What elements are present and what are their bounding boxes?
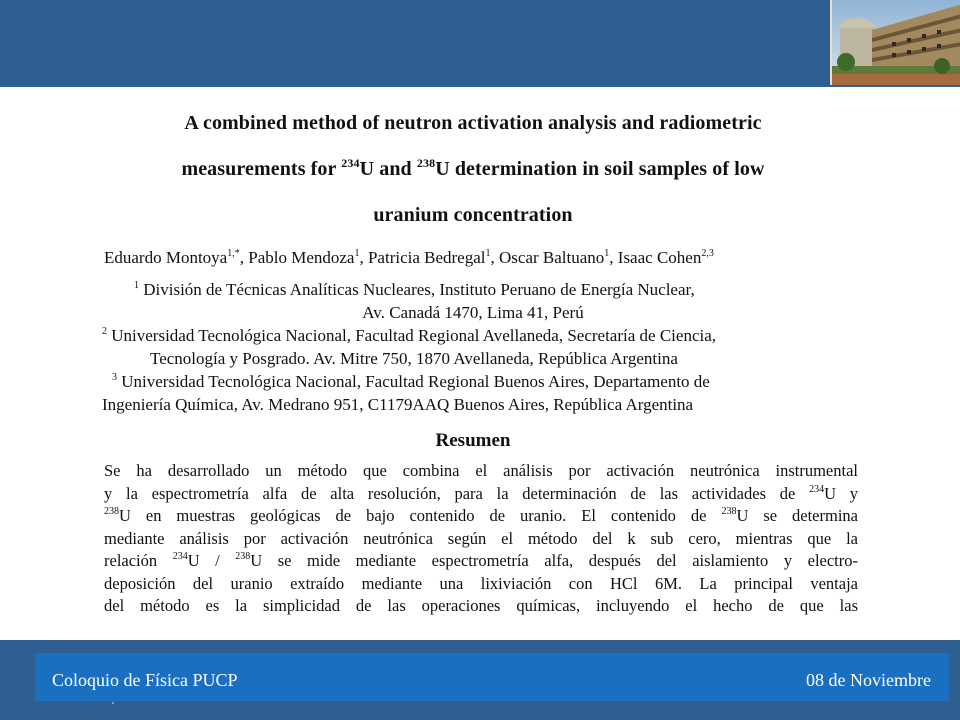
paper-title — [88, 100, 858, 238]
author: Isaac Cohen$^{2,3}$ — [617, 248, 714, 267]
footer-date: 08 de Noviembre — [806, 670, 931, 690]
footer-dot — [112, 702, 114, 704]
footer-event: Coloquio de Física PUCP — [52, 670, 238, 690]
abstract-text: Se ha desarrollado un método que combina el análisis por activación neutrónica instrumental y la espectrometría alfa de alta resolución, para la determinación de las actividades de $^{234}$U y $^{238}$U en muestras geológicas de bajo contenido de uranio. El contenido de $^{238}$U se determina mediante análisis por activación neutrónica según el método del k sub cero, mientras que la relación $^{234}$U / $^{238}$U se mide mediante espectrometría alfa, después del aislamiento y electro- deposición del uranio extraído mediante una lixiviación con HCl 6M. La principal ventaja del método es la simplicidad de las operaciones químicas, incluyendo el hecho de que las — [104, 461, 858, 615]
affiliation-2: $^2$ Universidad Tecnológica Nacional, Facultad Regional Avellaneda, Secretaría de Ciencia, Tecnología y Posgrado. Av. Mitre 750, 1870 Avellaneda, República Argentina — [102, 326, 717, 368]
resumen-heading: Resumen — [435, 430, 511, 451]
title-line-2: measurements for $^{234}$U and $^{238}$U determination in soil samples of low — [181, 156, 765, 180]
author: Eduardo Montoya$^{1,*}$, — [104, 248, 249, 267]
title-line-1: A combined method of neutron activation analysis and radiometric — [184, 112, 762, 134]
header-band — [0, 0, 960, 87]
affiliation-1: $^1$ División de Técnicas Analíticas Nucleares, Instituto Peruano de Energía Nuclear, Av. Canadá 1470, Lima 41, Perú — [134, 280, 695, 322]
author-list — [104, 246, 858, 270]
affiliation-3: $^3$ Universidad Tecnológica Nacional, Facultad Regional Buenos Aires, Departamento de Ingeniería Química, Av. Medrano 951, C1179AAQ Buenos Aires, República Argentina — [102, 372, 710, 414]
author: Pablo Mendoza$^1$, — [248, 248, 368, 267]
author: Oscar Baltuano$^1$, — [499, 248, 618, 267]
paper-excerpt — [88, 100, 858, 636]
title-line-3: uranium concentration — [373, 204, 573, 226]
building-photo — [830, 0, 960, 85]
author: Patricia Bedregal$^1$, — [367, 248, 499, 267]
footer-bar — [35, 653, 949, 701]
